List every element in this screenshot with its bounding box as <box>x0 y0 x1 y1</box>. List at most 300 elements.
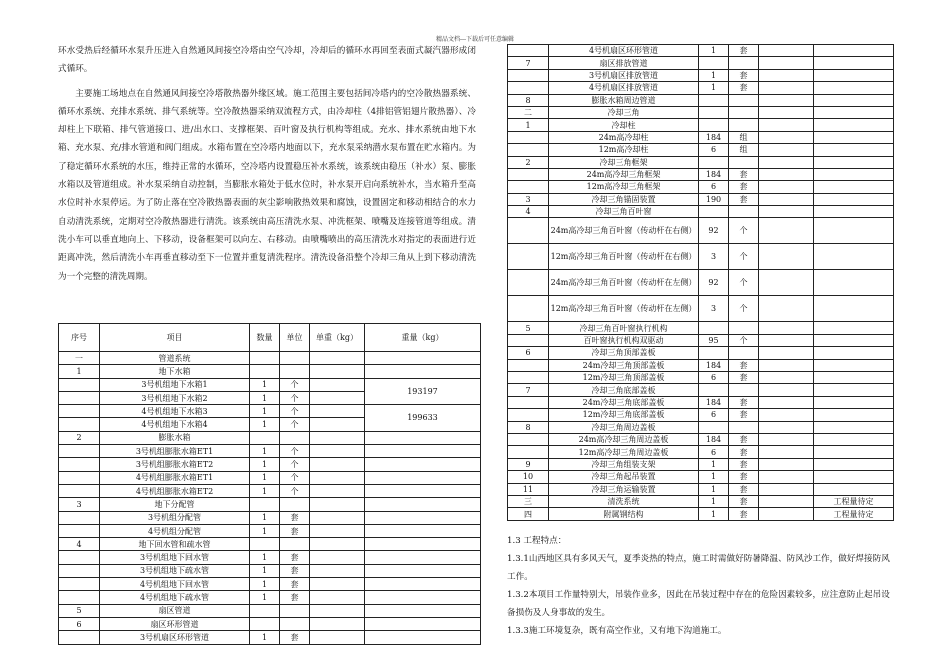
cell-item: 4号机组地下水箱4 <box>100 418 250 431</box>
header-item: 项目 <box>100 324 250 352</box>
cell-unit <box>729 206 759 218</box>
cell-qty <box>699 421 729 433</box>
cell-item: 4号机组膨胀水箱ET1 <box>100 471 250 484</box>
cell-item: 冷却三角 <box>549 106 699 118</box>
cell-note <box>814 458 894 470</box>
table-row <box>508 359 894 371</box>
table-row <box>59 352 481 365</box>
cell-no: 2 <box>508 156 549 168</box>
cell-qty <box>250 431 280 444</box>
cell-qty: 184 <box>699 433 729 445</box>
table-row <box>508 508 894 520</box>
table-row <box>508 458 894 470</box>
cell-no: 3 <box>59 498 100 511</box>
cell-no <box>508 82 549 94</box>
cell-qty: 1 <box>699 45 729 57</box>
cell-no: 二 <box>508 106 549 118</box>
table-row <box>508 106 894 118</box>
cell-item: 4号机扇区环形管道 <box>549 45 699 57</box>
table-row <box>508 334 894 346</box>
cell-item: 12m高冷却三角周边盖板 <box>549 446 699 458</box>
cell-qty <box>699 322 729 334</box>
cell-qty: 1 <box>250 511 280 524</box>
cell-item: 冷却柱 <box>549 119 699 131</box>
table-row <box>508 409 894 421</box>
cell-qty: 95 <box>699 334 729 346</box>
cell-weight <box>365 617 481 630</box>
cell-no <box>508 396 549 408</box>
table-row <box>508 45 894 57</box>
cell-no <box>59 378 100 391</box>
cell-unit: 套 <box>729 168 759 180</box>
table-row <box>508 119 894 131</box>
table-row <box>59 378 481 391</box>
cell-item: 3号机组地下水箱1 <box>100 378 250 391</box>
cell-no: 6 <box>59 617 100 630</box>
table-row <box>508 144 894 156</box>
cell-qty <box>699 347 729 359</box>
cell-unit <box>729 57 759 69</box>
cell-unit: 组 <box>729 144 759 156</box>
table-row <box>508 446 894 458</box>
cell-item: 12m高冷却柱 <box>549 144 699 156</box>
cell-unit-weight <box>310 538 365 551</box>
cell-unit: 套 <box>729 45 759 57</box>
cell-unit-weight <box>310 431 365 444</box>
cell-no <box>508 359 549 371</box>
cell-unit <box>280 352 310 365</box>
cell-qty: 6 <box>699 181 729 193</box>
table-row <box>508 372 894 384</box>
cell-no <box>59 484 100 497</box>
cell-unit-weight <box>310 445 365 458</box>
table-row <box>508 483 894 495</box>
cell-no <box>59 551 100 564</box>
cell-note <box>814 94 894 106</box>
cell-weight <box>365 352 481 365</box>
cell-no: 5 <box>59 604 100 617</box>
cell-no <box>508 181 549 193</box>
cell-item: 24m高冷却三角百叶窗（传动杆在右侧） <box>549 218 699 244</box>
cell-no <box>59 405 100 418</box>
cell-qty <box>699 384 729 396</box>
cell-unit-weight <box>759 347 814 359</box>
cell-note <box>814 57 894 69</box>
cell-note: 工程量待定 <box>814 508 894 520</box>
cell-unit: 套 <box>729 181 759 193</box>
cell-unit-weight <box>759 384 814 396</box>
cell-item: 24m高冷却柱 <box>549 131 699 143</box>
cell-item: 24m高冷却三角框架 <box>549 168 699 180</box>
cell-unit: 个 <box>729 334 759 346</box>
cell-unit-weight <box>759 144 814 156</box>
cell-item: 12m冷却三角底部盖板 <box>549 409 699 421</box>
cell-item: 冷却三角起吊装置 <box>549 471 699 483</box>
cell-item: 24m冷却三角顶部盖板 <box>549 359 699 371</box>
cell-item: 冷却三角百叶窗 <box>549 206 699 218</box>
cell-unit-weight <box>759 106 814 118</box>
cell-no <box>508 270 549 296</box>
cell-weight <box>365 551 481 564</box>
cell-unit-weight <box>759 69 814 81</box>
intro-paragraph: 环水受热后经循环水泵升压进入自然通风间接空冷塔由空气冷却，冷却后的循环水再回至表面式凝汽器形成闭式循环。 <box>58 46 476 75</box>
cell-unit-weight <box>310 352 365 365</box>
cell-item: 3号机组膨胀水箱ET1 <box>100 445 250 458</box>
cell-unit: 套 <box>280 631 310 644</box>
header-no: 序号 <box>59 324 100 352</box>
cell-note <box>814 106 894 118</box>
cell-unit <box>729 421 759 433</box>
cell-qty <box>699 206 729 218</box>
cell-unit <box>729 384 759 396</box>
cell-weight <box>365 511 481 524</box>
table-row <box>508 384 894 396</box>
cell-unit: 个 <box>729 218 759 244</box>
cell-no <box>59 445 100 458</box>
cell-unit: 套 <box>729 69 759 81</box>
cell-unit-weight <box>310 405 365 418</box>
table-row <box>59 405 481 418</box>
cell-no <box>508 69 549 81</box>
cell-no <box>508 45 549 57</box>
cell-qty: 92 <box>699 270 729 296</box>
cell-unit-weight <box>759 396 814 408</box>
equipment-table-right <box>507 44 894 521</box>
cell-qty: 1 <box>699 82 729 94</box>
cell-no <box>508 446 549 458</box>
cell-unit: 套 <box>280 591 310 604</box>
cell-no: 4 <box>59 538 100 551</box>
cell-note <box>814 45 894 57</box>
feature-paragraph-2: 1.3.2本项目工作量特别大，吊装作业多，因此在吊装过程中存在的危险因素较多，应注意防止起吊设备损伤及人身事故的发生。 <box>507 590 890 618</box>
cell-note <box>814 206 894 218</box>
cell-note <box>814 119 894 131</box>
cell-item: 扇区管道 <box>100 604 250 617</box>
cell-note <box>814 471 894 483</box>
cell-unit-weight <box>759 131 814 143</box>
cell-no: 7 <box>508 384 549 396</box>
cell-unit-weight <box>310 604 365 617</box>
cell-unit-weight <box>759 218 814 244</box>
cell-qty: 6 <box>699 144 729 156</box>
cell-unit-weight <box>310 524 365 537</box>
cell-unit-weight <box>310 564 365 577</box>
cell-item: 4号机组地下水箱3 <box>100 405 250 418</box>
cell-qty: 92 <box>699 218 729 244</box>
cell-unit: 套 <box>280 578 310 591</box>
cell-weight <box>365 604 481 617</box>
cell-unit-weight <box>759 322 814 334</box>
cell-no: 9 <box>508 458 549 470</box>
cell-item: 3号机组地下回水管 <box>100 551 250 564</box>
table-row <box>508 296 894 322</box>
cell-qty: 1 <box>250 631 280 644</box>
cell-no: 5 <box>508 322 549 334</box>
cell-qty <box>699 119 729 131</box>
table-row <box>59 538 481 551</box>
cell-no <box>59 591 100 604</box>
cell-qty: 1 <box>699 495 729 507</box>
cell-unit-weight <box>759 156 814 168</box>
cell-item: 12m高冷却三角百叶窗（传动杆在右侧） <box>549 244 699 270</box>
cell-unit <box>729 156 759 168</box>
cell-qty: 1 <box>250 391 280 404</box>
cell-item: 膨胀水箱 <box>100 431 250 444</box>
cell-note <box>814 69 894 81</box>
cell-unit-weight <box>759 483 814 495</box>
cell-no: 6 <box>508 347 549 359</box>
cell-item: 4号机组膨胀水箱ET2 <box>100 484 250 497</box>
cell-unit-weight <box>759 168 814 180</box>
feature-paragraph-1: 1.3.1山西地区具有多风天气，夏季炎热的特点，施工时需做好防暑降温、防风沙工作，做好焊接防风工作。 <box>507 554 890 582</box>
cell-note <box>814 156 894 168</box>
cell-unit <box>280 604 310 617</box>
cell-unit: 套 <box>729 446 759 458</box>
cell-qty: 1 <box>699 458 729 470</box>
features-heading: 1.3 工程特点： <box>507 536 567 546</box>
table-row <box>59 498 481 511</box>
cell-qty: 1 <box>699 483 729 495</box>
cell-qty: 184 <box>699 131 729 143</box>
cell-qty: 184 <box>699 359 729 371</box>
cell-unit: 套 <box>729 508 759 520</box>
cell-qty: 1 <box>699 69 729 81</box>
table-row <box>508 69 894 81</box>
cell-unit: 套 <box>729 458 759 470</box>
cell-unit: 套 <box>729 372 759 384</box>
cell-qty: 1 <box>250 445 280 458</box>
cell-note <box>814 359 894 371</box>
cell-no <box>508 409 549 421</box>
cell-item: 3号机组膨胀水箱ET2 <box>100 458 250 471</box>
cell-unit-weight <box>759 495 814 507</box>
cell-unit <box>280 498 310 511</box>
cell-item: 地下水箱 <box>100 365 250 378</box>
table-row <box>508 347 894 359</box>
cell-unit-weight <box>759 433 814 445</box>
table-row <box>59 511 481 524</box>
cell-no: 一 <box>59 352 100 365</box>
cell-no <box>508 296 549 322</box>
cell-qty: 1 <box>250 551 280 564</box>
cell-unit: 套 <box>729 193 759 205</box>
cell-weight <box>365 538 481 551</box>
cell-unit <box>280 431 310 444</box>
table-row <box>508 57 894 69</box>
table-row <box>59 578 481 591</box>
cell-no <box>59 471 100 484</box>
table-row <box>59 365 481 378</box>
cell-weight <box>365 431 481 444</box>
table-row <box>59 604 481 617</box>
cell-note <box>814 409 894 421</box>
cell-item: 4号机组地下疏水管 <box>100 591 250 604</box>
cell-qty: 1 <box>250 564 280 577</box>
cell-item: 3号机扇区环形管道 <box>100 631 250 644</box>
cell-note <box>814 244 894 270</box>
cell-unit: 个 <box>280 484 310 497</box>
cell-unit-weight <box>759 193 814 205</box>
table-row <box>508 156 894 168</box>
cell-item: 百叶窗执行机构双驱动 <box>549 334 699 346</box>
cell-unit-weight <box>310 484 365 497</box>
cell-unit-weight <box>759 359 814 371</box>
cell-weight <box>365 564 481 577</box>
cell-unit: 个 <box>729 270 759 296</box>
cell-unit: 个 <box>280 418 310 431</box>
cell-item: 12m冷却三角顶部盖板 <box>549 372 699 384</box>
table-row <box>59 484 481 497</box>
cell-unit-weight <box>310 511 365 524</box>
table-row <box>59 471 481 484</box>
header-unit: 单位 <box>280 324 310 352</box>
cell-note: 工程量待定 <box>814 495 894 507</box>
cell-item: 膨胀水箱周边管道 <box>549 94 699 106</box>
cell-unit-weight <box>310 378 365 391</box>
cell-unit <box>729 94 759 106</box>
cell-item: 冷却三角底部盖板 <box>549 384 699 396</box>
cell-no: 1 <box>508 119 549 131</box>
cell-no: 3 <box>508 193 549 205</box>
cell-unit-weight <box>310 631 365 644</box>
table-row <box>59 617 481 630</box>
cell-weight <box>365 484 481 497</box>
cell-note <box>814 384 894 396</box>
cell-no <box>508 168 549 180</box>
cell-item: 管道系统 <box>100 352 250 365</box>
cell-no <box>508 244 549 270</box>
cell-item: 3号机组地下疏水管 <box>100 564 250 577</box>
cell-weight <box>365 631 481 644</box>
cell-qty: 1 <box>250 378 280 391</box>
left-text-column <box>58 42 476 286</box>
cell-weight <box>365 498 481 511</box>
cell-no <box>508 144 549 156</box>
table-row <box>508 270 894 296</box>
table-row <box>59 524 481 537</box>
cell-no: 1 <box>59 365 100 378</box>
cell-no <box>59 391 100 404</box>
equipment-table-left <box>58 323 481 645</box>
cell-note <box>814 334 894 346</box>
cell-unit <box>729 322 759 334</box>
cell-item: 清洗系统 <box>549 495 699 507</box>
header-unit-weight: 单重（kg） <box>310 324 365 352</box>
cell-weight <box>365 524 481 537</box>
cell-qty <box>250 604 280 617</box>
cell-note <box>814 82 894 94</box>
cell-note <box>814 421 894 433</box>
cell-item: 冷却三角周边盖板 <box>549 421 699 433</box>
table-row <box>59 445 481 458</box>
cell-note <box>814 144 894 156</box>
cell-unit: 个 <box>280 471 310 484</box>
cell-no: 四 <box>508 508 549 520</box>
cell-unit: 个 <box>280 445 310 458</box>
cell-unit-weight <box>310 578 365 591</box>
cell-note <box>814 296 894 322</box>
cell-no <box>59 578 100 591</box>
cell-unit: 套 <box>729 82 759 94</box>
cell-unit: 套 <box>280 524 310 537</box>
cell-no <box>59 511 100 524</box>
table-row <box>59 551 481 564</box>
cell-unit <box>280 365 310 378</box>
cell-weight <box>365 471 481 484</box>
table-row <box>508 244 894 270</box>
cell-unit-weight <box>310 471 365 484</box>
cell-note <box>814 483 894 495</box>
cell-unit-weight <box>759 458 814 470</box>
cell-qty: 1 <box>250 458 280 471</box>
cell-qty: 1 <box>250 405 280 418</box>
cell-unit: 个 <box>729 244 759 270</box>
cell-item: 12m高冷却三角百叶窗（传动杆在左侧） <box>549 296 699 322</box>
cell-unit-weight <box>310 591 365 604</box>
cell-qty <box>250 365 280 378</box>
cell-item: 24m高冷却三角百叶窗（传动杆在左侧） <box>549 270 699 296</box>
cell-unit: 组 <box>729 131 759 143</box>
cell-weight-group-1: 193197 <box>365 378 481 405</box>
table-row <box>508 94 894 106</box>
cell-no: 8 <box>508 94 549 106</box>
cell-item: 扇区环形管道 <box>100 617 250 630</box>
cell-item: 冷却三角框架 <box>549 156 699 168</box>
cell-unit-weight <box>310 458 365 471</box>
cell-no: 4 <box>508 206 549 218</box>
table-row <box>59 458 481 471</box>
cell-item: 冷却三角运输装置 <box>549 483 699 495</box>
cell-unit-weight <box>759 119 814 131</box>
cell-unit-weight <box>310 617 365 630</box>
cell-item: 附属钢结构 <box>549 508 699 520</box>
cell-item: 4号机组地下回水管 <box>100 578 250 591</box>
cell-item: 地下分配管 <box>100 498 250 511</box>
cell-item: 3号机扇区排放管道 <box>549 69 699 81</box>
table-row <box>508 82 894 94</box>
cell-qty <box>699 106 729 118</box>
header-weight: 重量（kg） <box>365 324 481 352</box>
cell-qty: 1 <box>250 524 280 537</box>
cell-item: 冷却三角组装支架 <box>549 458 699 470</box>
cell-qty: 184 <box>699 168 729 180</box>
cell-unit: 套 <box>729 433 759 445</box>
cell-unit-weight <box>759 57 814 69</box>
cell-item: 冷却三角锚固装置 <box>549 193 699 205</box>
cell-unit-weight <box>759 409 814 421</box>
cell-unit: 套 <box>729 483 759 495</box>
cell-qty: 184 <box>699 396 729 408</box>
cell-unit: 个 <box>280 405 310 418</box>
table-row <box>508 421 894 433</box>
cell-no <box>508 218 549 244</box>
cell-unit: 套 <box>729 359 759 371</box>
cell-qty: 1 <box>250 484 280 497</box>
cell-unit-weight <box>759 45 814 57</box>
cell-no <box>59 564 100 577</box>
cell-item: 4号机扇区排放管道 <box>549 82 699 94</box>
table-row <box>59 591 481 604</box>
cell-note <box>814 446 894 458</box>
cell-no <box>59 631 100 644</box>
cell-unit-weight <box>759 508 814 520</box>
cell-unit: 个 <box>729 296 759 322</box>
cell-no: 11 <box>508 483 549 495</box>
cell-qty: 1 <box>699 508 729 520</box>
cell-unit-weight <box>310 391 365 404</box>
cell-qty <box>250 498 280 511</box>
cell-unit: 套 <box>729 471 759 483</box>
